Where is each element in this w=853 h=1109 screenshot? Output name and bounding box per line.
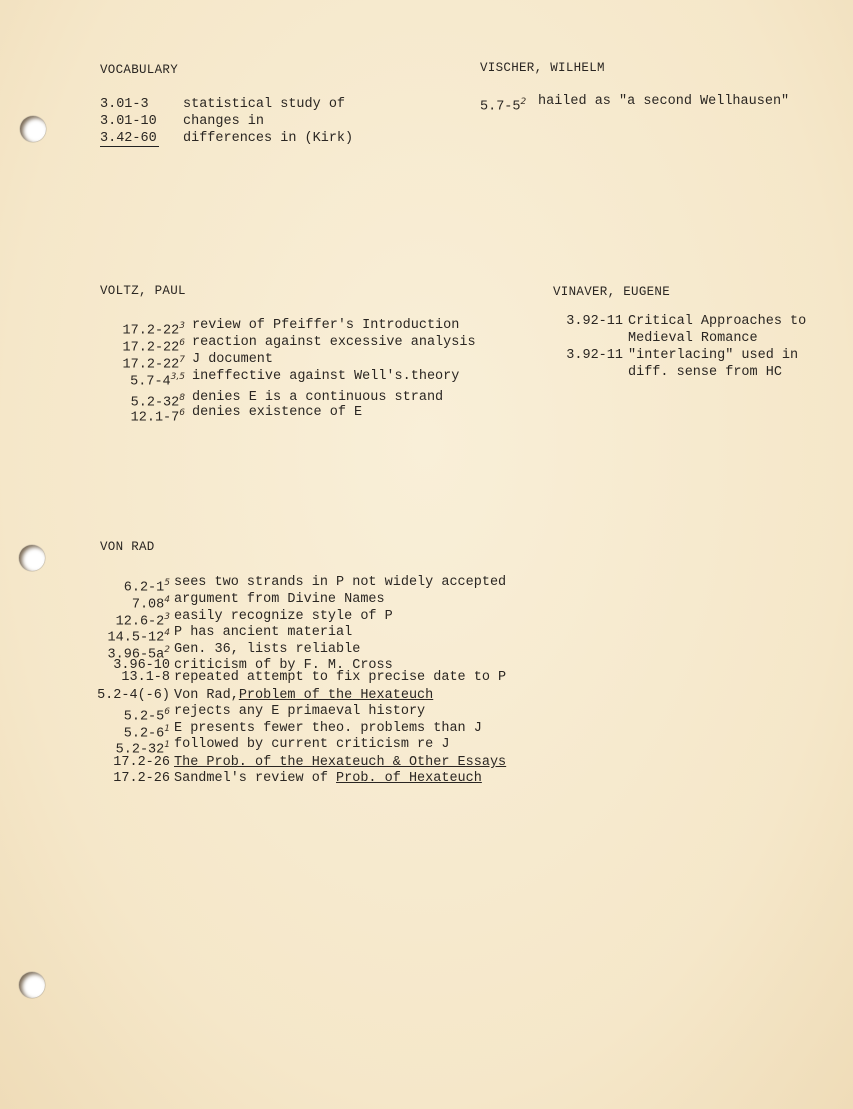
entry-text: criticism of by F. M. Cross: [174, 658, 393, 673]
handwritten-annotation: 3,5: [170, 372, 185, 382]
entry-description: [192, 390, 443, 406]
underlined-title: Problem of the Hexateuch: [238, 688, 434, 703]
entry-text: statistical study of: [183, 97, 346, 112]
index-entry: [70, 755, 507, 771]
entry-reference: [480, 94, 535, 116]
handwritten-annotation: 5: [164, 578, 170, 588]
index-entry: [70, 771, 482, 787]
entry-description: [183, 131, 353, 147]
reference-number: 3.01-3: [100, 97, 149, 112]
entry-description: [174, 704, 425, 720]
reference-number: 5.7-5: [480, 99, 521, 115]
entry-text: J document: [192, 352, 274, 367]
reference-number: 3.01-10: [100, 114, 157, 129]
entry-description: [192, 318, 459, 334]
index-entry: [100, 97, 346, 113]
entry-text: ineffective against Well's.theory: [192, 369, 460, 384]
heading-vinaver: VINAVER, EUGENE: [553, 285, 671, 299]
entry-text: Sandmel's review of: [174, 771, 337, 786]
entry-text: Gen. 36, lists reliable: [174, 642, 361, 657]
entry-description: [192, 335, 476, 351]
entry-text: Von Rad,: [174, 688, 239, 703]
entry-text: P has ancient material: [174, 625, 353, 640]
reference-number: 6.2-1: [123, 580, 165, 596]
index-entry: [100, 114, 265, 130]
punch-hole: [19, 545, 45, 571]
entry-reference: [100, 131, 170, 147]
entry-reference: [70, 755, 170, 771]
handwritten-annotation: 7: [179, 355, 185, 365]
entry-reference: [70, 771, 170, 787]
entry-text: followed by current criticism re J: [174, 737, 450, 752]
entry-text: rejects any E primaeval history: [174, 704, 426, 719]
index-entry: [553, 331, 758, 347]
index-entry: [90, 405, 363, 427]
entry-description: [174, 642, 360, 658]
handwritten-annotation: 2: [164, 645, 170, 655]
entry-text: review of Pfeiffer's Introduction: [192, 318, 460, 333]
handwritten-annotation: 1: [164, 724, 170, 734]
entry-text: sees two strands in P not widely accepted: [174, 575, 507, 590]
entry-reference: [553, 314, 623, 330]
entry-description: [628, 331, 758, 347]
entry-description: [192, 352, 273, 368]
entry-description: [628, 348, 798, 364]
reference-number: 17.2-22: [122, 357, 180, 373]
entry-description: [183, 97, 345, 113]
handwritten-annotation: 2: [520, 97, 527, 107]
handwritten-annotation: 4: [164, 628, 170, 638]
reference-number: 5.2-32: [130, 395, 180, 411]
reference-number: 7.08: [131, 597, 165, 613]
entry-reference: [70, 670, 170, 686]
reference-number: 3.92-11: [566, 314, 623, 329]
entry-description: [183, 114, 264, 130]
entry-text: easily recognize style of P: [174, 609, 393, 624]
entry-description: [174, 721, 482, 737]
index-entry: [480, 94, 790, 116]
heading-von-rad: VON RAD: [100, 540, 155, 554]
entry-description: [174, 771, 482, 787]
reference-number: 12.6-2: [115, 614, 165, 630]
entry-text: denies existence of E: [192, 405, 363, 420]
reference-number: 14.5-12: [107, 630, 165, 646]
entry-description: [174, 592, 385, 608]
entry-description: [628, 314, 806, 330]
entry-reference: [100, 114, 170, 130]
index-entry: [553, 314, 807, 330]
entry-text: Critical Approaches to: [628, 314, 807, 329]
entry-text: changes in: [183, 114, 265, 129]
reference-number: 5.2-32: [115, 742, 165, 758]
handwritten-annotation: 6: [179, 408, 185, 418]
heading-vischer: VISCHER, WILHELM: [480, 61, 605, 75]
index-entry: [553, 365, 782, 381]
underlined-title: Prob. of Hexateuch: [336, 771, 482, 786]
index-entry: [100, 131, 354, 147]
entry-text: reaction against excessive analysis: [192, 335, 476, 350]
entry-text: argument from Divine Names: [174, 592, 385, 607]
entry-description: [192, 405, 362, 421]
heading-vocabulary: VOCABULARY: [100, 63, 179, 77]
entry-description: [174, 755, 506, 771]
index-entry: [70, 670, 507, 686]
reference-number: 5.2-5: [123, 709, 165, 725]
entry-reference: [90, 405, 185, 427]
entry-description: [174, 609, 393, 625]
entry-text: diff. sense from HC: [628, 365, 782, 380]
reference-number: 3.96-10: [113, 658, 170, 673]
entry-reference: [70, 688, 170, 704]
index-entry: [553, 348, 799, 364]
handwritten-annotation: 8: [179, 393, 185, 403]
reference-number: 5.2-4(-6): [97, 688, 170, 703]
entry-description: [174, 625, 352, 641]
entry-reference: [100, 97, 170, 113]
handwritten-annotation: 4: [164, 595, 170, 605]
index-entry: [70, 688, 434, 704]
handwritten-annotation: 3: [179, 321, 185, 331]
punch-hole: [19, 972, 45, 998]
entry-description: [174, 737, 449, 753]
entry-description: [174, 670, 506, 686]
entry-description: [174, 688, 433, 704]
entry-description: [192, 369, 459, 385]
entry-text: hailed as "a second Wellhausen": [538, 94, 790, 109]
entry-text: Medieval Romance: [628, 331, 758, 346]
punch-hole: [20, 116, 46, 142]
entry-description: [538, 94, 789, 110]
entry-reference: [90, 369, 185, 391]
reference-number: 17.2-26: [113, 771, 170, 786]
entry-text: differences in (Kirk): [183, 131, 354, 146]
entry-description: [174, 575, 506, 591]
entry-text: E presents fewer theo. problems than J: [174, 721, 482, 736]
reference-number: 17.2-26: [113, 755, 170, 770]
entry-text: repeated attempt to fix precise date to P: [174, 670, 507, 685]
reference-number: 17.2-22: [122, 323, 180, 339]
entry-reference: [553, 348, 623, 364]
reference-number: 12.1-7: [130, 410, 180, 426]
handwritten-annotation: 6: [164, 707, 170, 717]
handwritten-annotation: 3: [164, 612, 170, 622]
entry-description: [628, 365, 782, 381]
handwritten-annotation: 6: [179, 338, 185, 348]
reference-number: 3.42-60: [100, 131, 157, 146]
reference-number: 17.2-22: [122, 340, 180, 356]
reference-number: 5.2-6: [123, 726, 165, 742]
entry-text: "interlacing" used in: [628, 348, 799, 363]
entry-text: denies E is a continuous strand: [192, 390, 444, 405]
heading-voltz: VOLTZ, PAUL: [100, 284, 186, 298]
index-entry: [90, 369, 460, 391]
reference-number: 13.1-8: [121, 670, 170, 685]
handwritten-annotation: 1: [164, 740, 170, 750]
reference-number: 3.96-5a: [107, 647, 165, 663]
reference-number: 3.92-11: [566, 348, 623, 363]
underlined-title: The Prob. of the Hexateuch & Other Essays: [174, 755, 507, 770]
reference-number: 5.7-4: [130, 374, 171, 390]
